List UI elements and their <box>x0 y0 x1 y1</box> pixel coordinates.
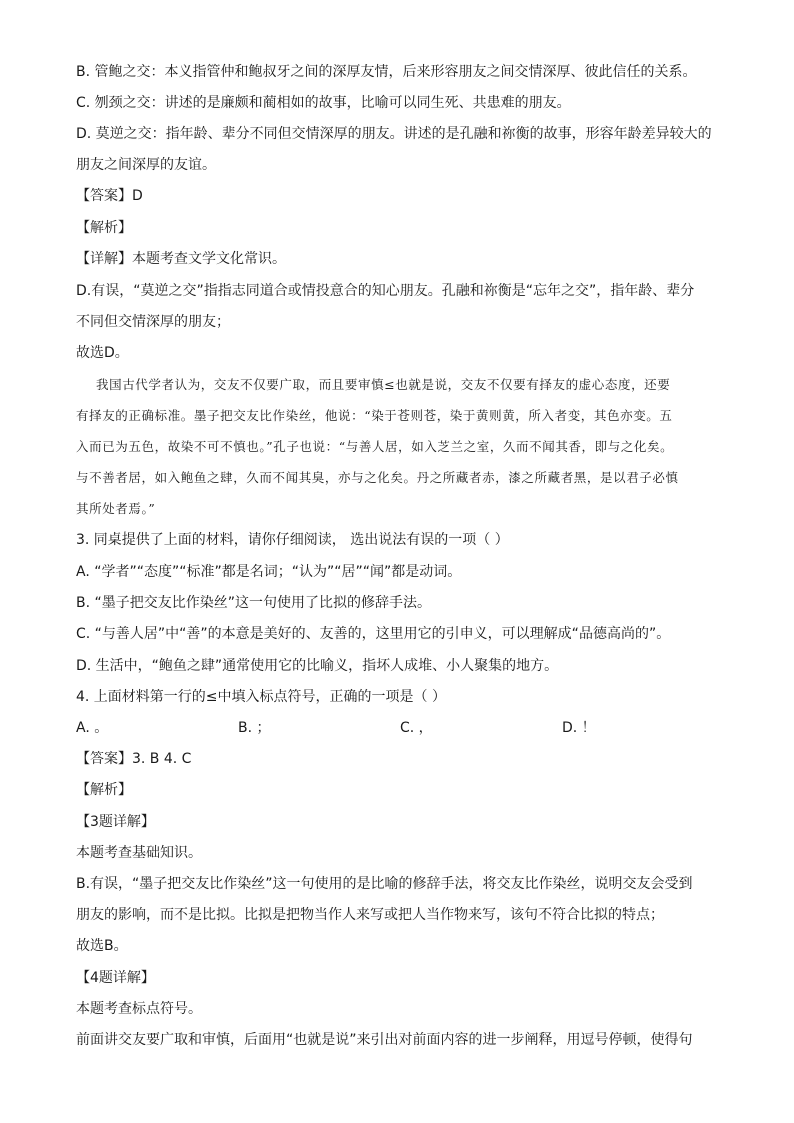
detail-conclusion: 故选D。 <box>76 345 129 361</box>
detail-body-2: 不同但交情深厚的朋友； <box>76 314 230 330</box>
q3-option-c: C. “与善人居”中“善”的本意是美好的、友善的，这里用它的引申义，可以理解成“品德高尚的”。 <box>76 626 671 642</box>
q3-detail-line-1: 本题考查基础知识。 <box>76 845 202 861</box>
q3-option-d: D. 生活中，“鲍鱼之肆”通常使用它的比喻义，指坏人成堆、小人聚集的地方。 <box>76 658 559 674</box>
option-d-line-cont: 朋友之间深厚的友谊。 <box>76 157 216 173</box>
question-3: 3. 同桌提供了上面的材料，请你仔细阅读， 选出说法有误的一项（ ） <box>76 532 509 548</box>
passage-line-1: 我国古代学者认为，交友不仅要广取，而且要审慎≤也就是说，交友不仅要有择友的虚心态度，还要 <box>96 377 671 392</box>
q4-option-b: B. ； <box>238 720 271 736</box>
passage-line-2: 有择友的正确标准。墨子把交友比作染丝，他说：“染于苍则苍，染于黄则黄，所入者变，其色亦变。五 <box>76 408 673 423</box>
q3-option-b: B. “墨子把交友比作染丝”这一句使用了比拟的修辞手法。 <box>76 595 432 611</box>
passage-line-4: 与不善者居，如入鲍鱼之肆，久而不闻其臭，亦与之化矣。丹之所藏者赤，漆之所藏者黑，是以君子必慎 <box>76 470 679 485</box>
option-b-line: B. 管鲍之交：本义指管仲和鲍叔牙之间的深厚友情，后来形容朋友之间交情深厚、彼此信任的关系。 <box>76 64 697 80</box>
q4-option-a: A. 。 <box>76 720 109 736</box>
q3-detail-line-2: B.有误，“墨子把交友比作染丝”这一句使用的是比喻的修辞手法，将交友比作染丝，说明交友会受到 <box>76 876 693 892</box>
q4-detail-line-2: 前面讲交友要广取和审慎，后面用“也就是说”来引出对前面内容的进一步阐释，用逗号停顿，使得句 <box>76 1032 693 1048</box>
passage-line-5: 其所处者焉。” <box>76 501 156 516</box>
answer-label-2: 【答案】3. B 4. C <box>76 751 192 767</box>
q4-detail-heading: 【4题详解】 <box>76 970 155 986</box>
analysis-label: 【解析】 <box>76 220 132 236</box>
q3-option-a: A. “学者”“态度”“标准”都是名词；“认为”“居”“闻”都是动词。 <box>76 564 462 580</box>
option-c-line: C. 刎颈之交：讲述的是廉颇和蔺相如的故事，比喻可以同生死、共患难的朋友。 <box>76 95 571 111</box>
q4-option-c: C. ， <box>400 720 433 736</box>
answer-label: 【答案】D <box>76 188 143 204</box>
passage-line-3: 入而已为五色，故染不可不慎也。”孔子也说：“与善人居，如入芝兰之室，久而不闻其香，即与之化矣。 <box>76 439 674 454</box>
detail-line: 【详解】本题考查文学文化常识。 <box>76 251 286 267</box>
option-d-line: D. 莫逆之交：指年龄、辈分不同但交情深厚的朋友。讲述的是孔融和祢衡的故事，形容年龄差异较大的 <box>76 126 712 142</box>
q3-detail-heading: 【3题详解】 <box>76 814 155 830</box>
q4-option-d: D. ！ <box>562 720 596 736</box>
question-4: 4. 上面材料第一行的≤中填入标点符号，正确的一项是（ ） <box>76 689 446 705</box>
q3-detail-conclusion: 故选B。 <box>76 938 128 954</box>
analysis-label-2: 【解析】 <box>76 782 132 798</box>
q4-detail-line-1: 本题考查标点符号。 <box>76 1001 202 1017</box>
q3-detail-line-3: 朋友的影响，而不是比拟。比拟是把物当作人来写或把人当作物来写，该句不符合比拟的特点； <box>76 907 664 923</box>
detail-body-1: D.有误，“莫逆之交”指指志同道合或情投意合的知心朋友。孔融和祢衡是“忘年之交”，指年龄、辈分 <box>76 283 695 299</box>
